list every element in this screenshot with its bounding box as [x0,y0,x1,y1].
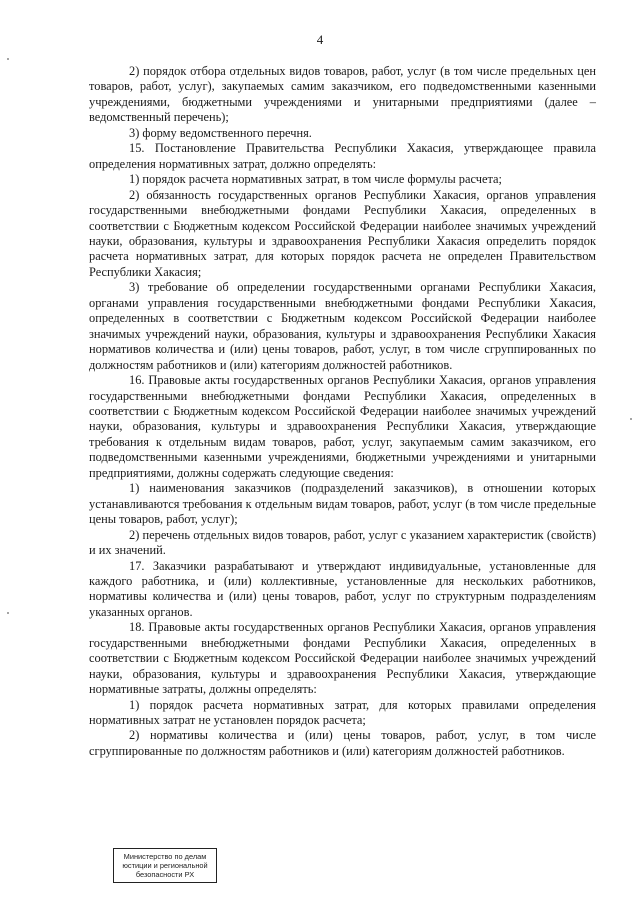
scan-speck [7,58,9,60]
paragraph: 1) наименования заказчиков (подразделений заказчиков), в отношении которых устанавливаются требования к отдельным видам товаров, работ, услуг (в том числе предельные цены товаров, работ, услуг); [89,481,596,527]
paragraph: 2) порядок отбора отдельных видов товаров, работ, услуг (в том числе предельных цен товаров, работ, услуг), закупаемых самим заказчиком, его подведомственными казенными учреждениями, бюджетными учреждениями и унитарными предприятиями (далее – ведомственный перечень); [89,64,596,125]
paragraph: 1) порядок расчета нормативных затрат, в том числе формулы расчета; [129,172,502,187]
paragraph: 3) требование об определении государственными органами Республики Хакасия, органами управления государственными внебюджетными фондами Республики Хакасия, определенных в соответствии с Бюджетным кодексом Российской Федерации наиболее значимых учреждений науки, образования, культуры и здравоохранения Республики Хакасия нормативов количества и (или) цены товаров, работ, услуг, в том числе сгруппированных по должностям работников и (или) категориям должностей работников. [89,280,596,372]
paragraph: 16. Правовые акты государственных органов Республики Хакасия, органов управления государственными внебюджетными фондами Республики Хакасия, определенных в соответствии с Бюджетным кодексом Российской Федерации наиболее значимых учреждений науки, образования, культуры и здравоохранения Республики Хакасия, утверждающие требования к отдельным видам товаров, работ, услуг, закупаемым самим заказчиком, его подведомственными казенными учреждениями, бюджетными учреждениями и унитарными предприятиями, должны содержать следующие сведения: [89,373,596,480]
paragraph: 2) перечень отдельных видов товаров, работ, услуг с указанием характеристик (свойств) и их значений. [89,527,596,558]
page-number: 4 [316,32,324,47]
paragraph: 2) нормативы количества и (или) цены товаров, работ, услуг, в том числе сгруппированные по должностям работников и (или) категориям должностей работников. [89,728,596,758]
scan-speck [7,612,9,614]
paragraph: 15. Постановление Правительства Республики Хакасия, утверждающее правила определения нормативных затрат, должно определять: [89,141,596,171]
paragraph: 18. Правовые акты государственных органов Республики Хакасия, органов управления государственными внебюджетными фондами Республики Хакасия, определенных в соответствии с Бюджетным кодексом Российской Федерации наиболее значимых учреждений науки, образования, культуры и здравоохранения Республики Хакасия, утверждающие нормативные затраты, должны определять: [89,620,596,697]
stamp-line: Министерство по делам [123,852,207,861]
paragraph: 2) обязанность государственных органов Республики Хакасия, органов управления государственными внебюджетными фондами Республики Хакасия, определенных в соответствии с Бюджетным кодексом Российской Федерации наиболее значимых учреждений науки, образования, культуры и здравоохранения Республики Хакасия определить порядок расчета нормативных затрат, для которых порядок расчета не определен Правительством Республики Хакасия; [89,187,596,279]
ministry-stamp [113,848,217,883]
document-body [89,64,596,759]
paragraph: 3) форму ведомственного перечня. [129,125,312,140]
paragraph: 1) порядок расчета нормативных затрат, для которых правилами определения нормативных затрат не установлен порядок расчета; [89,697,596,728]
scan-speck [630,418,632,420]
paragraph: 17. Заказчики разрабатывают и утверждают индивидуальные, установленные для каждого работника, и (или) коллективные, установленные для нескольких работников, нормативы количества и (или) цены товаров, работ, услуг по структурным подразделениям указанных органов. [89,558,596,619]
stamp-line: юстиции и региональной [122,861,208,870]
stamp-line: безопасности РХ [135,870,195,879]
